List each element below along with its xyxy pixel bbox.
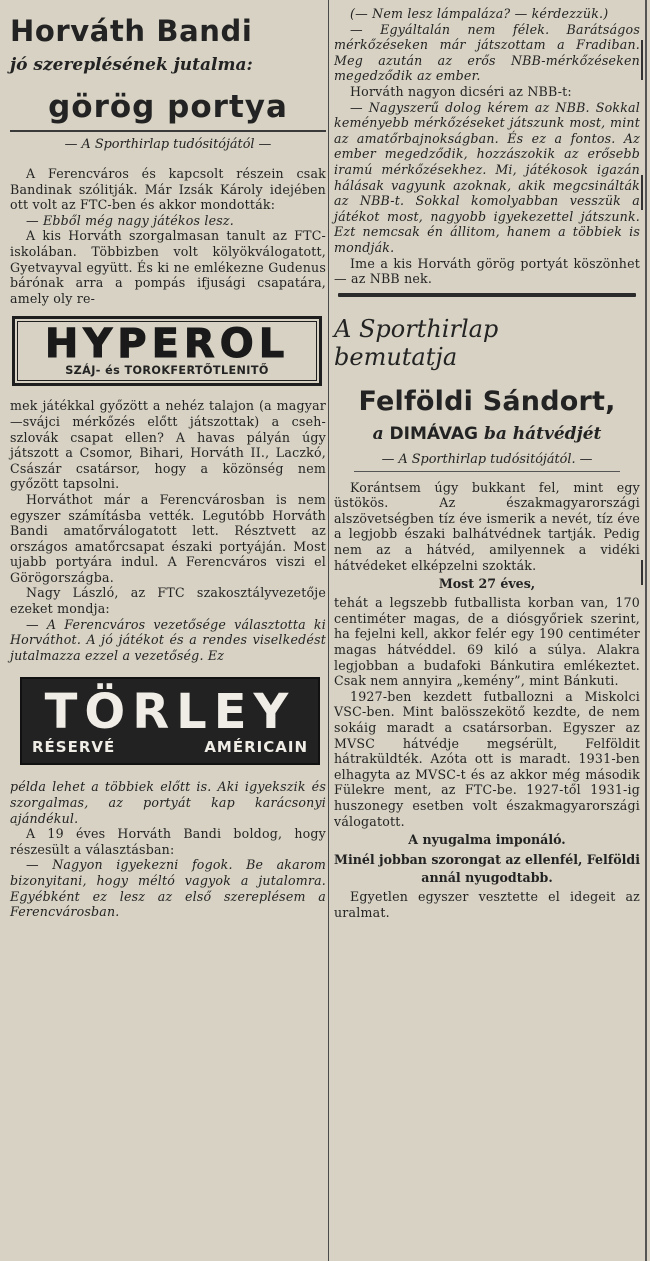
ad-tagline bbox=[26, 737, 314, 757]
column-divider bbox=[328, 0, 329, 1261]
paragraph: Egyetlen egyszer vesztette el idegeit az uralmat. bbox=[334, 889, 640, 920]
headline-rule bbox=[10, 130, 326, 132]
paragraph: tehát a legszebb futballista korban van, 170 centiméter magas, de a diósgyőriek szerint, ha fejelni kell, akkor felér egy 190 centiméter magas hátvéddel. 69 kiló a súlya. Alakra legjobban a budafoki Bánkutira emlékeztet. Csak nem annyira „kemény”, mint Bánkuti. bbox=[334, 595, 640, 689]
ad-slogan: SZÁJ- és TOROKFERTŐTLENITŐ bbox=[65, 364, 269, 378]
ad-tag-right: AMÉRICAIN bbox=[204, 738, 308, 757]
byline: — A Sporthirlap tudósitójától. — bbox=[381, 451, 593, 467]
subhead: A nyugalma imponáló. bbox=[408, 832, 566, 848]
ad-brand: TÖRLEY bbox=[44, 684, 296, 741]
subhead: Minél jobban szorongat az ellenfél, Felföldi annál nyugodtabb. bbox=[334, 852, 641, 886]
ad-brand: HYPEROL bbox=[44, 321, 290, 368]
paragraph: Nagy László, az FTC szakosztályvezetője ezeket mondja: bbox=[10, 585, 326, 617]
club-name: DIMÁVAG bbox=[389, 423, 479, 444]
paragraph: A 19 éves Horváth Bandi boldog, hogy részesült a választásban: bbox=[10, 826, 326, 857]
hyperol-ad bbox=[12, 316, 322, 386]
paragraph: Ime a kis Horváth görög portyát köszönhet — az NBB nek. bbox=[334, 255, 640, 287]
paragraph: A kis Horváth szorgalmasan tanult az FTC-iskolában. Többizben volt kölyökválogatott, Gyetvayval együtt. És ki ne emlékezne Gudenus bárónak arra a pompás ifjusági csapatára, amely oly re- bbox=[10, 228, 326, 306]
kicker-line-1: A Sporthirlap bbox=[334, 314, 499, 343]
feature-subheadline bbox=[334, 423, 640, 445]
paragraph: 1927-ben kezdett futballozni a Miskolci VSC-ben. Mint balösszekötő kezdte, de nem sokáig maradt a csatársorban. Egyszer az MVSC hátvédje megsérült, Felföldit hátraküldték. Azóta ott is maradt. 1931-ben elhagyta az MVSC-t és az akkor még második Fülekre ment, az FTC-be. 1927-től 1931-ig huszonegy esetben volt északmagyarországi válogatott. bbox=[334, 688, 640, 829]
edge-mark bbox=[641, 40, 643, 80]
quote: — Nagyszerű dolog kérem az NBB. Sokkal keményebb mérkőzéseket játszunk most, mint az amatőrbajnokságban. És ez a fontos. Az ember megedződik, hozzászokik az erősebb iramú mérkőzésekhez. Mi, játékosok igazán hálásak vagyunk azoknak, akik megcsinálták az NBB-t. Sokkal komolyabban vesszük a játékot most, nagyobb igyekezettel játszunk. Ezt nemcsak én állitom, hanem a többiek is mondják. bbox=[334, 99, 640, 255]
right-column bbox=[334, 0, 640, 920]
edge-mark bbox=[641, 175, 643, 210]
subhead: Most 27 éves, bbox=[438, 576, 536, 592]
left-column bbox=[10, 0, 326, 920]
paragraph: Horváthot már a Ferencvárosban is nem egyszer számításba vették. Legutóbb Horváth Bandi amatőrválogatott lett. Résztvett az országos amatőrcsapat északi portyáján. Most ujabb portyára indul. A Ferencváros viszi el Görögországba. bbox=[10, 491, 326, 585]
ad-tag-left: RÉSERVÉ bbox=[32, 738, 116, 757]
headline: Horváth Bandi bbox=[10, 14, 253, 48]
paragraph: A Ferencváros és kapcsolt részein csak Bandinak szólitják. Már Izsák Károly idejében ott volt az FTC-ben és akkor mondották: bbox=[10, 166, 326, 213]
byline-rule bbox=[354, 471, 620, 472]
paragraph: Korántsem úgy bukkant fel, mint egy üstökös. Az északmagyarországi alszövetségben tíz éve ismerik a nevét, tíz éve a legjobb északi balhátvédnek tartják. Pedig nem az a hátvéd, amilyennek a vidéki hátvédeket elképzelni szokták. bbox=[334, 479, 640, 573]
section-separator bbox=[338, 293, 636, 297]
byline: — A Sporthirlap tudósitójától — bbox=[64, 137, 272, 152]
paragraph: mek játékkal győzött a nehéz talajon (a magyar—svájci mérkőzés előtt játszottak) a cseh-szlovák csapat ellen? A havas pályán úgy játszott a Csomor, Bihari, Horváth II., Laczkó, Császár csatársor, hogy a közönség nem győzött tapsolni. bbox=[10, 398, 326, 492]
quote: — Egyáltalán nem félek. Barátságos mérkőzéseken már játszottam a Fradiban. Meg azután az erős NBB-mérkőzéseken megedződik az ember. bbox=[334, 21, 640, 84]
sub-post: ba hátvédjét bbox=[483, 423, 602, 444]
quote: példa lehet a többiek előtt is. Aki igyekszik és szorgalmas, az portyát kap karácsonyi ajándékul. bbox=[10, 779, 326, 826]
page-edge-rule bbox=[645, 0, 647, 1261]
sub-pre: a bbox=[372, 423, 384, 444]
paragraph: Horváth nagyon dicséri az NBB-t: bbox=[350, 83, 572, 99]
torley-ad bbox=[20, 677, 320, 765]
subheadline: jó szereplésének jutalma: bbox=[10, 55, 253, 75]
edge-mark bbox=[641, 560, 643, 585]
quote: — A Ferencváros vezetősége választotta ki Horváthot. A jó játékot és a rendes viselkedést jutalmazza ezzel a vezetőség. Ez bbox=[10, 616, 326, 663]
big-headline: görög portya bbox=[48, 89, 288, 125]
feature-headline: Felföldi Sándort, bbox=[358, 385, 616, 417]
kicker-line-2: bemutatja bbox=[334, 342, 458, 371]
quote: — Nagyon igyekezni fogok. Be akarom bizonyitani, hogy méltó vagyok a jutalomra. Egyébként ez lesz az első szereplésem a Ferencvárosban. bbox=[10, 857, 326, 920]
quote: — Ebből még nagy játékos lesz. bbox=[26, 212, 234, 228]
question: (— Nem lesz lámpaláza? — kérdezzük.) bbox=[350, 6, 609, 21]
